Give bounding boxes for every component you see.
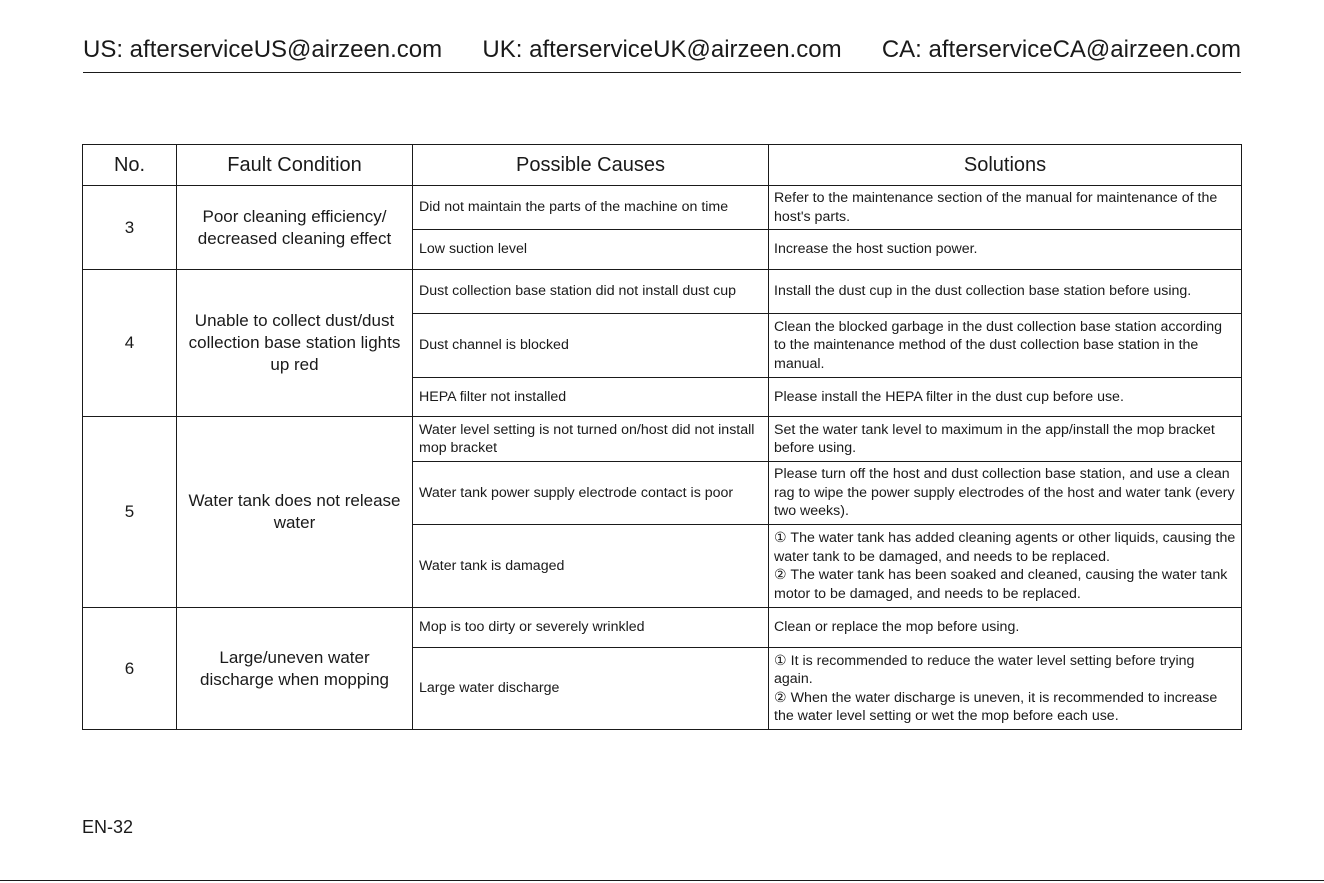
table-row xyxy=(83,608,1242,648)
possible-cause: Large water discharge xyxy=(413,648,769,730)
table-row xyxy=(83,417,1242,462)
fault-condition: Unable to collect dust/dust collection base station lights up red xyxy=(177,270,413,417)
fault-condition: Water tank does not release water xyxy=(177,417,413,608)
possible-cause: Dust channel is blocked xyxy=(413,314,769,378)
fault-number: 4 xyxy=(83,270,177,417)
us-service-email: US: afterserviceUS@airzeen.com xyxy=(83,36,443,63)
solution: ① The water tank has added cleaning agents or other liquids, causing the water tank to be damaged, and needs to be replaced. ② The water tank has been soaked and cleaned, causing the water tank motor to be damaged, and needs to be replaced. xyxy=(769,525,1242,608)
table-row xyxy=(83,270,1242,314)
possible-cause: Water tank is damaged xyxy=(413,525,769,608)
uk-service-email: UK: afterserviceUK@airzeen.com xyxy=(482,36,842,63)
table-row xyxy=(83,186,1242,230)
column-header-fault-condition: Fault Condition xyxy=(177,145,413,186)
fault-number: 3 xyxy=(83,186,177,270)
possible-cause: Dust collection base station did not install dust cup xyxy=(413,270,769,314)
fault-condition: Large/uneven water discharge when mopping xyxy=(177,608,413,730)
solution: Install the dust cup in the dust collection base station before using. xyxy=(769,270,1242,314)
possible-cause: Water level setting is not turned on/host did not install mop bracket xyxy=(413,417,769,462)
column-header-possible-causes: Possible Causes xyxy=(413,145,769,186)
solution: Set the water tank level to maximum in the app/install the mop bracket before using. xyxy=(769,417,1242,462)
troubleshooting-table xyxy=(82,144,1242,730)
possible-cause: HEPA filter not installed xyxy=(413,378,769,417)
solution: Clean the blocked garbage in the dust collection base station according to the maintenance method of the dust collection base station in the manual. xyxy=(769,314,1242,378)
ca-service-email: CA: afterserviceCA@airzeen.com xyxy=(881,36,1241,63)
bottom-divider xyxy=(0,880,1324,881)
solution: ① It is recommended to reduce the water level setting before trying again. ② When the water discharge is uneven, it is recommended to increase the water level setting or wet the mop before each use. xyxy=(769,648,1242,730)
possible-cause: Did not maintain the parts of the machine on time xyxy=(413,186,769,230)
solution: Please turn off the host and dust collection base station, and use a clean rag to wipe the power supply electrodes of the host and water tank (every two weeks). xyxy=(769,462,1242,525)
possible-cause: Low suction level xyxy=(413,230,769,270)
table-header-row xyxy=(83,145,1242,186)
possible-cause: Mop is too dirty or severely wrinkled xyxy=(413,608,769,648)
solution: Increase the host suction power. xyxy=(769,230,1242,270)
fault-condition: Poor cleaning efficiency/ decreased cleaning effect xyxy=(177,186,413,270)
column-header-no: No. xyxy=(83,145,177,186)
fault-number: 6 xyxy=(83,608,177,730)
contact-header xyxy=(83,34,1241,73)
fault-number: 5 xyxy=(83,417,177,608)
solution: Please install the HEPA filter in the dust cup before use. xyxy=(769,378,1242,417)
column-header-solutions: Solutions xyxy=(769,145,1242,186)
possible-cause: Water tank power supply electrode contact is poor xyxy=(413,462,769,525)
solution: Clean or replace the mop before using. xyxy=(769,608,1242,648)
solution: Refer to the maintenance section of the manual for maintenance of the host's parts. xyxy=(769,186,1242,230)
page-number: EN-32 xyxy=(82,817,134,837)
